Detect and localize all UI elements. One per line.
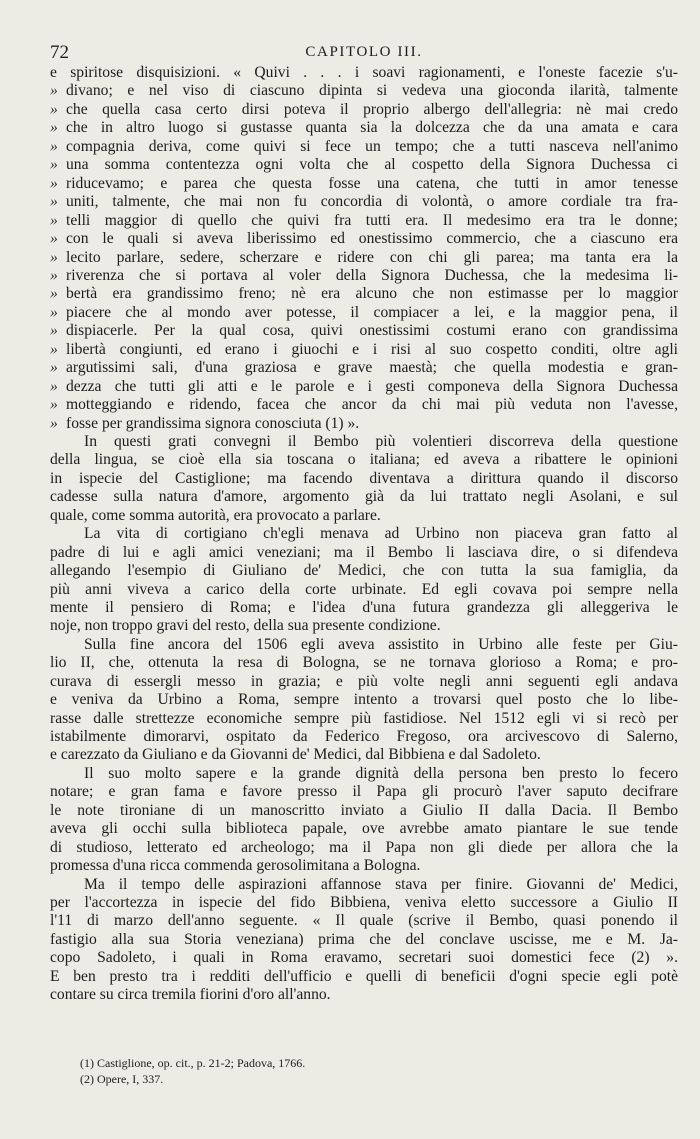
footnote: (2) Opere, I, 337.	[80, 1072, 164, 1086]
quote-line	[50, 249, 678, 267]
running-header	[50, 42, 678, 66]
line-text: padre di lui e agli amici veneziani; ma il Bembo li lasciava dire, o si difendeva	[50, 543, 678, 561]
quote-mark: »	[50, 156, 58, 174]
paragraph-line	[50, 581, 678, 599]
quote-line	[50, 138, 678, 156]
paragraph-line	[50, 894, 678, 912]
line-text: cadesse sulla natura d'amore, argomento già da lui trattato negli Asolani, e sul	[50, 488, 678, 506]
quote-line	[50, 82, 678, 100]
quote-mark: »	[50, 137, 58, 155]
quote-mark: »	[50, 230, 58, 248]
paragraph-line	[50, 507, 678, 525]
paragraph-line	[50, 525, 678, 543]
quote-line	[50, 304, 678, 322]
quote-line	[50, 156, 678, 174]
paragraph-line	[50, 746, 678, 764]
line-text: più anni viveva a carico della corte urbinate. Ed egli covava poi sempre nella	[50, 580, 678, 598]
paragraph-line	[50, 599, 678, 617]
paragraph-line	[50, 617, 678, 635]
line-text: telli maggior di quello che quivi fra tutti era. Il medesimo era tra le donne;	[66, 211, 678, 229]
chapter-title: CAPITOLO III.	[305, 44, 423, 60]
paragraph-line	[50, 802, 678, 820]
quote-mark: »	[50, 359, 58, 377]
paragraph-line	[50, 783, 678, 801]
quote-line	[50, 175, 678, 193]
paragraph-line	[50, 931, 678, 949]
paragraph-line	[50, 968, 678, 986]
paragraph-line	[50, 691, 678, 709]
line-text: lecito parlare, sedere, scherzare e ridere con chi gli parea; ma tanta era la	[66, 248, 678, 266]
footnotes	[80, 1055, 640, 1087]
line-text: piacere che al mondo aver potesse, il compiacer a lei, e la maggior pena, il	[66, 303, 678, 321]
quote-mark: »	[50, 100, 58, 118]
quote-line	[50, 119, 678, 137]
line-text: una somma contentezza ogni volta che al cospetto della Signora Duchessa ci	[66, 156, 678, 174]
line-text: in ispecie del Castiglione; ma facendo diventava a dirittura quando il discorso	[50, 469, 678, 487]
line-text: che quella casa certo dirsi poteva il proprio albergo dell'allegria: nè mai credo	[66, 100, 678, 118]
quote-line	[50, 415, 678, 433]
paragraph-line	[50, 673, 678, 691]
line-text: curava di essergli messo in grazia; e più volte negli anni seguenti egli andava	[50, 672, 678, 690]
line-text: riducevamo; e parea che questa fosse una catena, che tutti in amor tenesse	[66, 174, 678, 192]
line-text: E ben presto tra i redditi dell'ufficio e quelli di beneficii d'ogni specie egli potè	[50, 967, 678, 985]
quote-mark: »	[50, 322, 58, 340]
quote-line	[50, 285, 678, 303]
line-text: copo Sadoleto, i quali in Roma eravamo, secretari suoi domestici fece (2) ».	[50, 949, 678, 967]
line-text: noje, non troppo gravi del resto, della sua presente condizione.	[50, 617, 441, 635]
line-text: mente il pensiero di Roma; e l'idea d'una futura grandezza gli alleggeriva le	[50, 598, 678, 616]
quote-line	[50, 101, 678, 119]
quote-mark: »	[50, 174, 58, 192]
quote-mark: »	[50, 119, 58, 137]
line-text: lio II, che, ottenuta la resa di Bologna, se ne tornava glorioso a Roma; e pro-	[50, 654, 678, 672]
body-text	[50, 64, 678, 1005]
paragraph-line	[50, 636, 678, 654]
page-number: 72	[50, 42, 69, 63]
paragraph-line	[50, 728, 678, 746]
paragraph-line	[50, 912, 678, 930]
line-text: allegando l'esempio di Giuliano de' Medici, che con tutta la sua famiglia, da	[50, 562, 678, 580]
paragraph-line	[50, 876, 678, 894]
quote-line	[50, 64, 678, 82]
line-text: l'11 di marzo dell'anno seguente. « Il quale (scrive il Bembo, quasi ponendo il	[50, 912, 678, 930]
paragraph-line	[50, 470, 678, 488]
quote-mark: »	[50, 377, 58, 395]
quote-line	[50, 230, 678, 248]
line-text: notare; e gran fama e favore presso il Papa gli procurò l'aver saputo decifrare	[50, 783, 678, 801]
line-text: e spiritose disquisizioni. « Quivi . . . i soavi ragionamenti, e l'oneste facezie s'u-	[50, 64, 678, 81]
line-text: La vita di cortigiano ch'egli menava ad Urbino non piaceva gran fatto al	[84, 525, 678, 543]
paragraph-line	[50, 710, 678, 728]
quote-mark: »	[50, 211, 58, 229]
quote-mark: »	[50, 303, 58, 321]
line-text: di studioso, letterato ed archeologo; ma il Papa non gli diede per allora che la	[50, 838, 678, 856]
line-text: fastigio alla sua Storia veneziana) prima che del conclave uscisse, me e M. Ja-	[50, 930, 678, 948]
quote-line	[50, 267, 678, 285]
line-text: Ma il tempo delle aspirazioni affannose stava per finire. Giovanni de' Medici,	[84, 875, 678, 893]
line-text: motteggiando e ridendo, facea che ancor da chi mai più veduta non l'avesse,	[66, 396, 678, 414]
line-text: per l'accortezza in ispecie del fido Bibbiena, veniva eletto successore a Giulio II	[50, 893, 678, 911]
paragraph-line	[50, 857, 678, 875]
paragraph-line	[50, 765, 678, 783]
quote-mark: »	[50, 248, 58, 266]
line-text: con le quali si aveva liberissimo ed onestissimo commercio, che a ciascuno era	[66, 230, 678, 248]
paragraph-line	[50, 986, 678, 1004]
line-text: dispiacerle. Per la qual cosa, quivi onestissimi costumi erano con grandissima	[66, 322, 678, 340]
paragraph-line	[50, 820, 678, 838]
line-text: rasse dalle strettezze economiche sempre più fastidiose. Nel 1512 egli vi si recò per	[50, 709, 678, 727]
paragraph-line	[50, 544, 678, 562]
line-text: della lingua, se cioè ella sia toscana o italiana; ed aveva a ribattere le opinioni	[50, 451, 678, 469]
paragraph-line	[50, 433, 678, 451]
line-text: bertà era grandissimo freno; nè era alcuno che non estimasse per lo maggior	[66, 285, 678, 303]
quote-line	[50, 378, 678, 396]
line-text: le note tironiane di un manoscritto inviato a Giulio II dalla Dacia. Il Bembo	[50, 801, 678, 819]
line-text: Il suo molto sapere e la grande dignità della persona ben presto lo fecero	[84, 764, 678, 782]
paragraph-line	[50, 654, 678, 672]
paragraph-line	[50, 949, 678, 967]
quote-line	[50, 341, 678, 359]
line-text: riverenza che si portava al voler della Signora Duchessa, che la medesima li-	[66, 266, 678, 284]
line-text: promessa d'una ricca commenda gerosolimitana a Bologna.	[50, 857, 421, 875]
line-text: contare su circa tremila fiorini d'oro all'anno.	[50, 986, 331, 1004]
quote-mark: »	[50, 193, 58, 211]
line-text: divano; e nel viso di ciascuno dipinta si vedeva una gioconda ilarità, talmente	[66, 82, 678, 100]
line-text: e carezzato da Giuliano e da Giovanni de' Medici, dal Bibbiena e dal Sadoleto.	[50, 746, 541, 764]
paragraph-line	[50, 562, 678, 580]
quote-line	[50, 396, 678, 414]
line-text: che in altro luogo si gustasse quanta sia la dolcezza che da una amata e cara	[66, 119, 678, 137]
line-text: dezza che tutti gli atti e le parole e i gesti componeva della Signora Duchessa	[66, 377, 678, 395]
line-text: libertà congiunti, ed erano i giuochi e i risi al suo cospetto conditi, oltre agli	[66, 340, 678, 358]
quote-line	[50, 212, 678, 230]
line-text: argutissimi sali, d'una graziosa e grave maestà; che quella modestia e gran-	[66, 359, 678, 377]
quote-line	[50, 359, 678, 377]
line-text: Sulla fine ancora del 1506 egli aveva assistito in Urbino alle feste per Giu-	[84, 635, 678, 653]
paragraph-line	[50, 839, 678, 857]
quote-mark: »	[50, 340, 58, 358]
paragraph-line	[50, 451, 678, 469]
line-text: e veniva da Urbino a Roma, sempre intento a trovarsi quel posto che lo libe-	[50, 691, 678, 709]
paragraph-line	[50, 488, 678, 506]
line-text: compagnia deriva, come quivi si fece un tempo; che a tutti nasceva nell'animo	[66, 137, 678, 155]
line-text: uniti, talmente, che mai non fu concordia di volontà, o amore cordiale tra fra-	[66, 193, 678, 211]
quote-line	[50, 193, 678, 211]
quote-line	[50, 322, 678, 340]
footnote: (1) Castiglione, op. cit., p. 21-2; Padova, 1766.	[80, 1056, 306, 1070]
quote-mark: »	[50, 266, 58, 284]
quote-mark: »	[50, 82, 58, 100]
line-text: fosse per grandissima signora conosciuta (1) ».	[66, 414, 360, 432]
line-text: In questi grati convegni il Bembo più volentieri discorreva della questione	[84, 433, 678, 451]
line-text: istabilmente dimorarvi, ospitato da Federico Fregoso, ora arcivescovo di Salerno,	[50, 728, 678, 746]
line-text: quale, come somma autorità, era provocato a parlare.	[50, 506, 381, 524]
quote-mark: »	[50, 285, 58, 303]
quote-mark: »	[50, 414, 58, 432]
line-text: aveva gli occhi sulla biblioteca papale, ove avrebbe amato piantare le sue tende	[50, 820, 678, 838]
quote-mark: »	[50, 396, 58, 414]
